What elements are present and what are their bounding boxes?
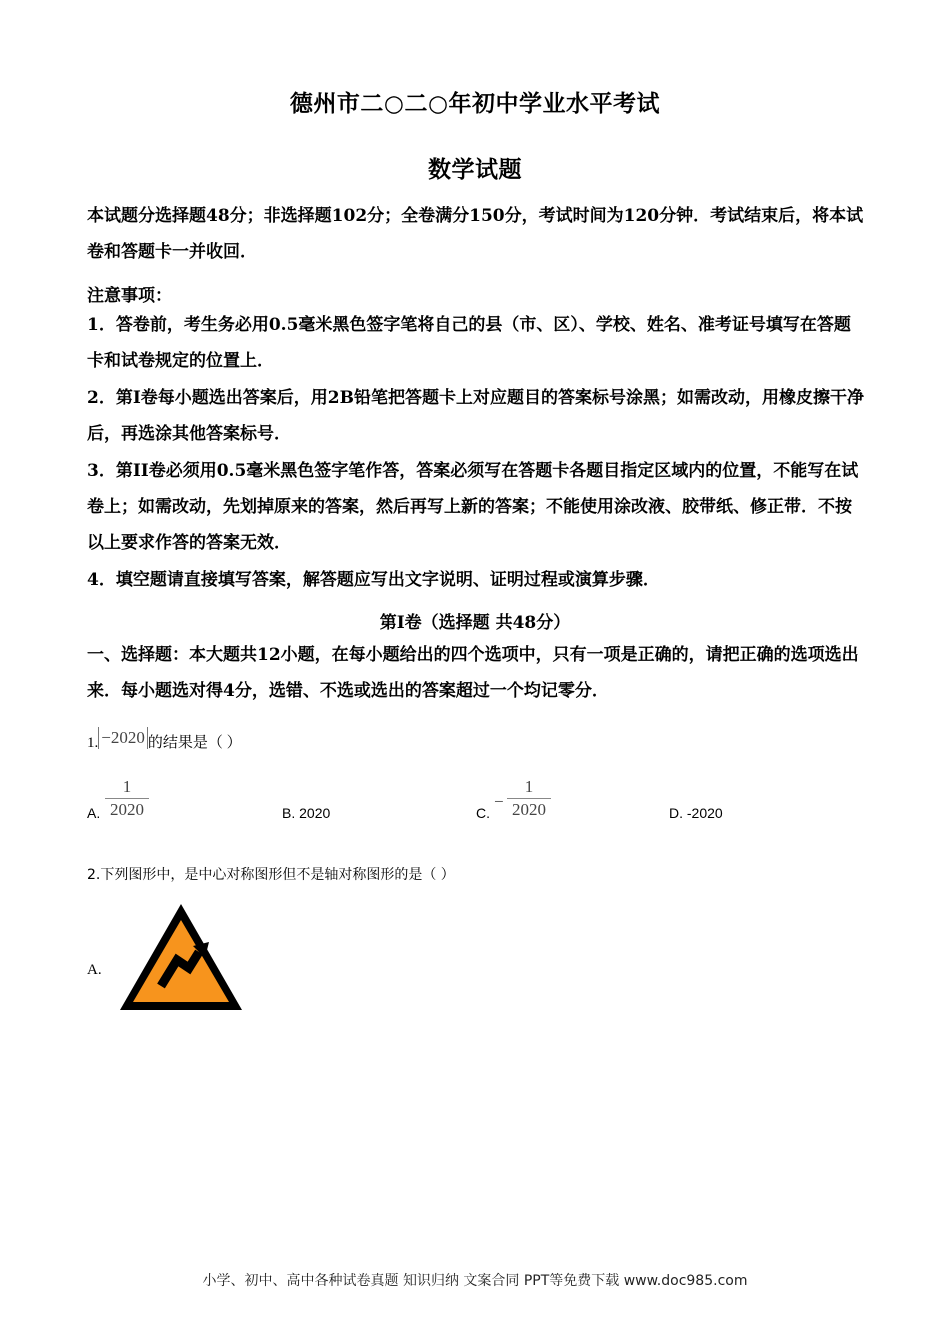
notice-item-2: 2．第I卷每小题选出答案后，用2B铅笔把答题卡上对应题目的答案标号涂黑；如需改动，用橡皮擦干净后，再选涂其他答案标号． [87,388,864,444]
option-b: B. 2020 [282,805,331,821]
abs-value-expression: −2020 [98,727,148,749]
notice-item-4: 4．填空题请直接填写答案，解答题应写出文字说明、证明过程或演算步骤． [87,570,660,590]
fraction-bar [105,798,149,799]
fraction-numerator: 1 [122,777,132,796]
fraction-bar [507,798,551,799]
exam-title: 德州市二○二○年初中学业水平考试 [289,90,661,117]
fraction-numerator: 1 [524,777,534,796]
option-d: D. -2020 [669,805,723,821]
exam-subject: 数学试题 [428,156,522,183]
question-2-option-a-label: A. [87,962,102,978]
option-c-sign: − [494,792,504,811]
option-c-fraction [507,777,551,820]
option-a-label: A. [87,805,101,821]
option-c-label: C. [476,805,490,821]
fraction-denominator: 2020 [512,800,546,819]
intro-paragraph: 本试题分选择题48分；非选择题102分；全卷满分150分，考试时间为120分钟．考试结束后，将本试卷和答题卡一并收回． [87,206,864,262]
winding-road-warning-sign-icon [117,902,245,1014]
notice-item-1: 1．答卷前，考生务必用0.5毫米黑色签字笔将自己的县（市、区）、学校、姓名、准考证号填写在答题卡和试卷规定的位置上． [87,315,851,371]
section-title: 第I卷（选择题 共48分） [379,613,571,633]
footer-text: 小学、初中、高中各种试卷真题 知识归纳 文案合同 PPT等免费下载 www.doc985.com [202,1273,748,1289]
question-1-text: 的结果是（ ） [147,735,242,751]
fraction-denominator: 2020 [110,800,144,819]
section-intro: 一、选择题：本大题共12小题，在每小题给出的四个选项中，只有一项是正确的，请把正确的选项选出来．每小题选对得4分，选错、不选或选出的答案超过一个均记零分． [87,645,859,701]
question-1 [87,727,242,752]
notice-item-3: 3．第II卷必须用0.5毫米黑色签字笔作答，答案必须写在答题卡各题目指定区域内的位置，不能写在试卷上；如需改动，先划掉原来的答案，然后再写上新的答案；不能使用涂改液、胶带纸、修正带．不按以上要求作答的答案无效． [87,461,859,553]
question-1-number: 1. [87,735,99,751]
option-a-fraction [105,777,149,820]
notice-heading: 注意事项： [87,286,172,306]
question-2: 2.下列图形中，是中心对称图形但不是轴对称图形的是（ ） [87,867,455,883]
